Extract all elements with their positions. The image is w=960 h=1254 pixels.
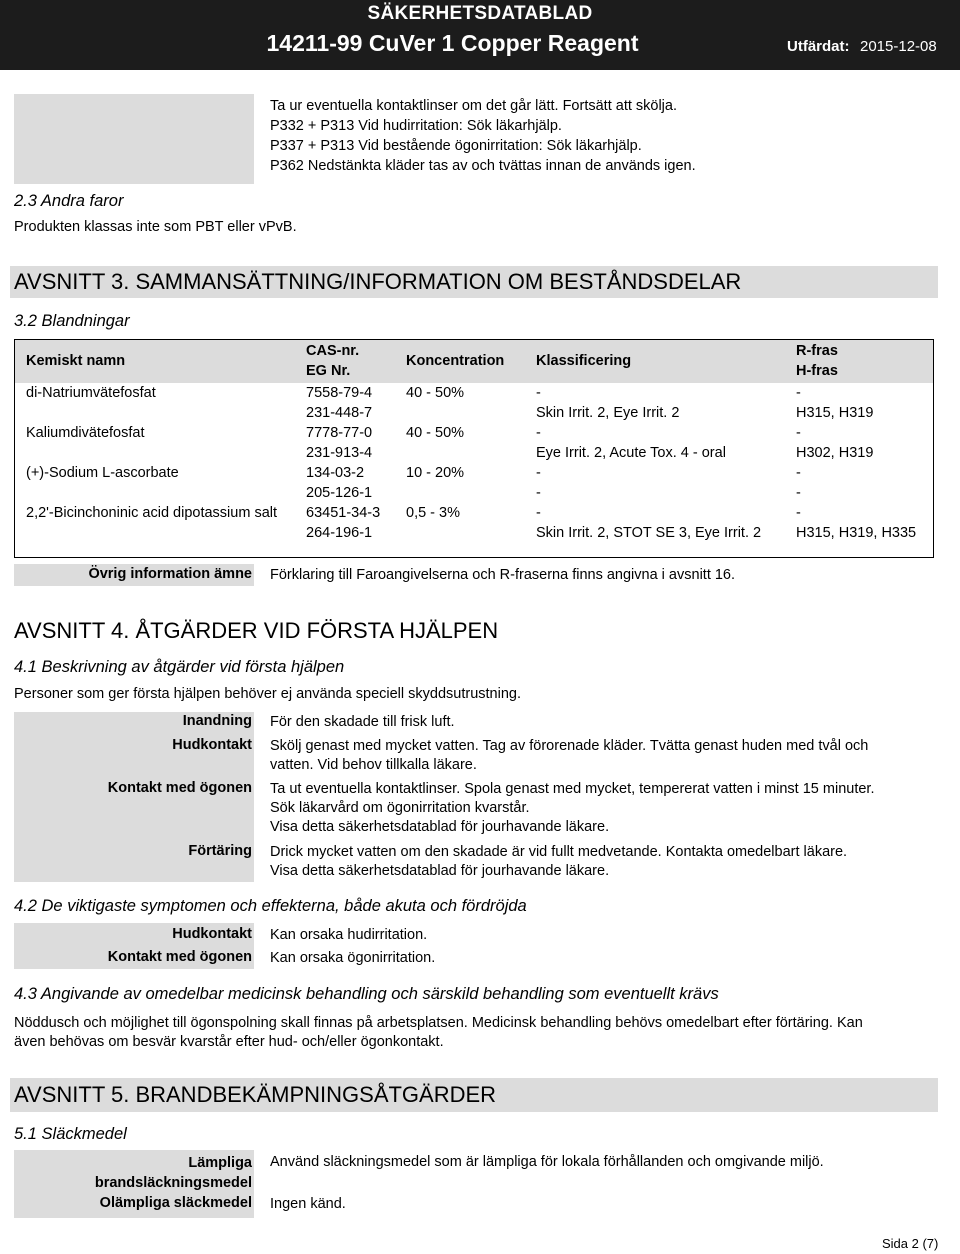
page-number: Sida 2 (7) bbox=[882, 1236, 939, 1251]
precaution-list bbox=[270, 96, 770, 176]
first-aid-value-skin: Skölj genast med mycket vatten. Tag av förorenade kläder. Tvätta genast huden med tvål och vatten. Vid behov tillkalla läkare. bbox=[270, 738, 869, 773]
header-date-label: Utfärdat: bbox=[787, 38, 850, 55]
subsection-4-1-intro: Personer som ger första hjälpen behöver ej använda speciell skyddsutrustning. bbox=[14, 686, 521, 702]
table-row bbox=[14, 463, 934, 503]
cell-phrases: - H302, H319 bbox=[784, 423, 934, 463]
cell-cas: 7778-77-0 231-913-4 bbox=[294, 423, 394, 463]
cell-classification: - Skin Irrit. 2, Eye Irrit. 2 bbox=[524, 383, 784, 423]
precaution-line: Ta ur eventuella kontaktlinser om det går lätt. Fortsätt att skölja. bbox=[270, 98, 677, 114]
header-date-value: 2015-12-08 bbox=[860, 38, 937, 55]
cell-phrases: - - bbox=[784, 463, 934, 503]
subsection-3-2-heading: 3.2 Blandningar bbox=[14, 312, 130, 330]
header-title: SÄKERHETSDATABLAD bbox=[367, 3, 593, 24]
col-header-classification: Klassificering bbox=[524, 339, 784, 383]
suitable-media-label: Lämpliga brandsläckningsmedel bbox=[94, 1155, 252, 1191]
unsuitable-media-value: Ingen känd. bbox=[270, 1196, 346, 1212]
col-header-cas: CAS-nr. EG Nr. bbox=[294, 339, 394, 383]
table-row bbox=[14, 423, 934, 463]
cell-classification: - Eye Irrit. 2, Acute Tox. 4 - oral bbox=[524, 423, 784, 463]
cell-name: (+)-Sodium L-ascorbate bbox=[14, 463, 294, 503]
unsuitable-media-label: Olämpliga släckmedel bbox=[99, 1195, 252, 1211]
precaution-line: P332 + P313 Vid hudirritation: Sök läkarhjälp. bbox=[270, 118, 562, 134]
cell-name: di-Natriumvätefosfat bbox=[14, 383, 294, 423]
document-header bbox=[0, 0, 960, 70]
suitable-media-value: Använd släckningsmedel som är lämpliga för lokala förhållanden och omgivande miljö. bbox=[270, 1154, 824, 1170]
first-aid-label-inhalation: Inandning bbox=[182, 713, 252, 729]
header-document-name: 14211-99 CuVer 1 Copper Reagent bbox=[266, 30, 639, 56]
first-aid-value-ingestion: Drick mycket vatten om den skadade är vid fullt medvetande. Kontakta omedelbart läkare. Visa detta säkerhetsdatablad för jourhavande läkare. bbox=[270, 844, 848, 879]
cell-name: Kaliumdivätefosfat bbox=[14, 423, 294, 463]
col-header-phrases: R-fras H-fras bbox=[784, 339, 934, 383]
subsection-4-3-heading: 4.3 Angivande av omedelbar medicinsk behandling och särskild behandling som eventuellt krävs bbox=[14, 985, 719, 1003]
symptom-value-skin: Kan orsaka hudirritation. bbox=[270, 927, 428, 943]
subsection-4-3-text: Nöddusch och möjlighet till ögonspolning skall finnas på arbetsplatsen. Medicinsk behandling behövs omedelbart efter förtäring. Kan även behövas om besvär kvarstår efter hud- och/eller ögonkontakt. bbox=[14, 1015, 863, 1050]
cell-concentration: 40 - 50% bbox=[394, 423, 524, 463]
subsection-4-2-heading: 4.2 De viktigaste symptomen och effekterna, både akuta och fördröjda bbox=[14, 897, 527, 915]
precaution-line: P337 + P313 Vid bestående ögonirritation: Sök läkarhjälp. bbox=[270, 138, 642, 154]
cell-concentration: 10 - 20% bbox=[394, 463, 524, 503]
first-aid-value-eyes: Ta ut eventuella kontaktlinser. Spola genast med mycket, tempererat vatten i minst 15 minuter. Sök läkarvård om ögonirritation kvarstår. Visa detta säkerhetsdatablad för jourhavande läkare. bbox=[270, 781, 875, 835]
composition-table bbox=[14, 339, 934, 543]
cell-classification: - - bbox=[524, 463, 784, 503]
symptom-label-skin: Hudkontakt bbox=[172, 926, 252, 942]
cell-concentration: 40 - 50% bbox=[394, 383, 524, 423]
other-info-label: Övrig information ämne bbox=[88, 566, 252, 582]
cell-classification: - Skin Irrit. 2, STOT SE 3, Eye Irrit. 2 bbox=[524, 503, 784, 543]
first-aid-label-skin: Hudkontakt bbox=[172, 737, 252, 753]
subsection-2-3-text: Produkten klassas inte som PBT eller vPvB. bbox=[14, 219, 297, 235]
section-3-title: AVSNITT 3. SAMMANSÄTTNING/INFORMATION OM BESTÅNDSDELAR bbox=[10, 266, 938, 298]
cell-name: 2,2'-Bicinchoninic acid dipotassium salt bbox=[14, 503, 294, 543]
table-row bbox=[14, 383, 934, 423]
section-4-title: AVSNITT 4. ÅTGÄRDER VID FÖRSTA HJÄLPEN bbox=[14, 618, 499, 643]
other-info-value: Förklaring till Faroangivelserna och R-fraserna finns angivna i avsnitt 16. bbox=[270, 567, 736, 583]
subsection-5-1-heading: 5.1 Släckmedel bbox=[14, 1125, 127, 1143]
precaution-line: P362 Nedstänkta kläder tas av och tvättas innan de används igen. bbox=[270, 158, 696, 174]
table-header-row bbox=[14, 339, 934, 383]
cell-phrases: - H315, H319 bbox=[784, 383, 934, 423]
cell-concentration: 0,5 - 3% bbox=[394, 503, 524, 543]
subsection-2-3-heading: 2.3 Andra faror bbox=[14, 192, 124, 210]
table-row bbox=[14, 503, 934, 543]
first-aid-value-inhalation: För den skadade till frisk luft. bbox=[270, 714, 455, 730]
cell-cas: 134-03-2 205-126-1 bbox=[294, 463, 394, 503]
cell-phrases: - H315, H319, H335 bbox=[784, 503, 934, 543]
label-column-strip bbox=[14, 94, 254, 184]
first-aid-label-ingestion: Förtäring bbox=[188, 843, 252, 859]
cell-cas: 63451-34-3 264-196-1 bbox=[294, 503, 394, 543]
section-5-title: AVSNITT 5. BRANDBEKÄMPNINGSÅTGÄRDER bbox=[10, 1078, 938, 1112]
symptom-label-eyes: Kontakt med ögonen bbox=[107, 949, 252, 965]
first-aid-label-eyes: Kontakt med ögonen bbox=[107, 780, 252, 796]
symptom-value-eyes: Kan orsaka ögonirritation. bbox=[270, 950, 436, 966]
col-header-name: Kemiskt namn bbox=[14, 339, 294, 383]
subsection-4-1-heading: 4.1 Beskrivning av åtgärder vid första hjälpen bbox=[14, 658, 345, 676]
col-header-concentration: Koncentration bbox=[394, 339, 524, 383]
cell-cas: 7558-79-4 231-448-7 bbox=[294, 383, 394, 423]
